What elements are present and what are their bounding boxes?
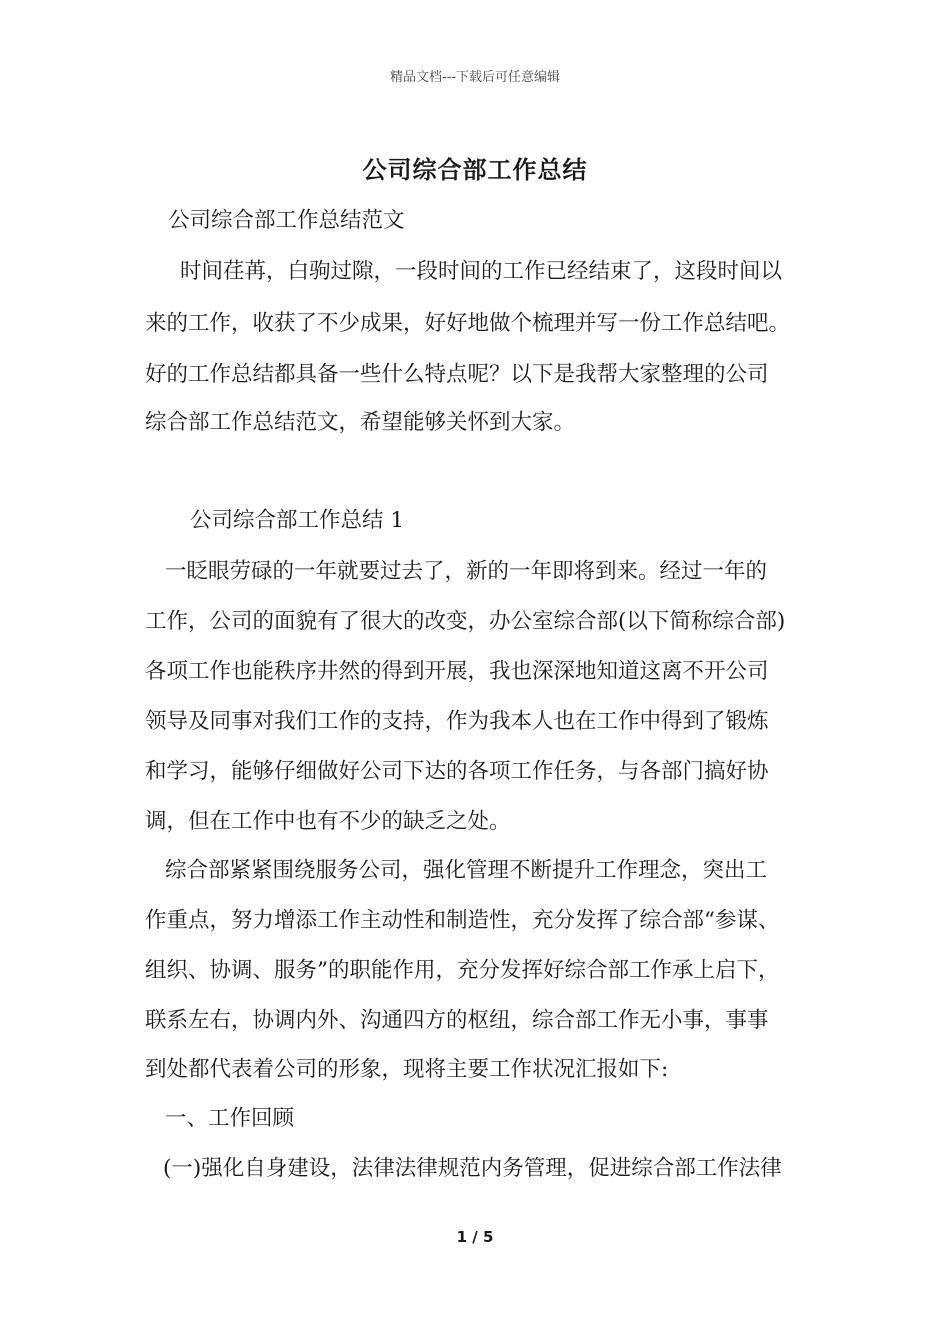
document-title: 公司综合部工作总结 (362, 155, 588, 184)
paragraph-line: 到处都代表着公司的形象，现将主要工作状况汇报如下: (145, 1057, 669, 1082)
paragraph-line: 和学习，能够仔细做好公司下达的各项工作任务，与各部门搞好协 (145, 759, 769, 784)
paragraph-line: 一眨眼劳碌的一年就要过去了，新的一年即将到来。经过一年的 (165, 559, 768, 584)
page-number: 1 / 5 (456, 1228, 494, 1246)
paragraph-line: 组织、协调、服务”的职能作用，充分发挥好综合部工作承上启下， (145, 958, 780, 983)
list-heading: 一、工作回顾 (165, 1106, 295, 1131)
paragraph-line: 作重点，努力增添工作主动性和制造性，充分发挥了综合部“参谋、 (145, 908, 780, 933)
paragraph-line: 领导及同事对我们工作的支持，作为我本人也在工作中得到了锻炼 (145, 709, 769, 734)
paragraph-line: 工作，公司的面貌有了很大的改变，办公室综合部(以下简称综合部) (145, 609, 786, 634)
document-subtitle: 公司综合部工作总结范文 (168, 208, 405, 233)
intro-line: 来的工作，收获了不少成果，好好地做个梳理并写一份工作总结吧。 (145, 311, 791, 336)
page-header: 精品文档---下载后可任意编辑 (389, 70, 561, 85)
paragraph-line: 调，但在工作中也有不少的缺乏之处。 (145, 809, 511, 834)
paragraph-line: 综合部紧紧围绕服务公司，强化管理不断提升工作理念，突出工 (165, 858, 768, 883)
intro-line: 好的工作总结都具备一些什么特点呢？以下是我帮大家整理的公司 (145, 362, 769, 387)
intro-line: 综合部工作总结范文，希望能够关怀到大家。 (145, 410, 576, 435)
subheading: (一)强化自身建设，法律法律规范内务管理，促进综合部工作法律 (163, 1156, 782, 1181)
section-heading: 公司综合部工作总结 1 (190, 508, 405, 533)
intro-line: 时间荏苒，白驹过隙，一段时间的工作已经结束了，这段时间以 (180, 259, 783, 284)
paragraph-line: 联系左右，协调内外、沟通四方的枢纽，综合部工作无小事，事事 (145, 1008, 769, 1033)
paragraph-line: 各项工作也能秩序井然的得到开展，我也深深地知道这离不开公司 (145, 659, 769, 684)
